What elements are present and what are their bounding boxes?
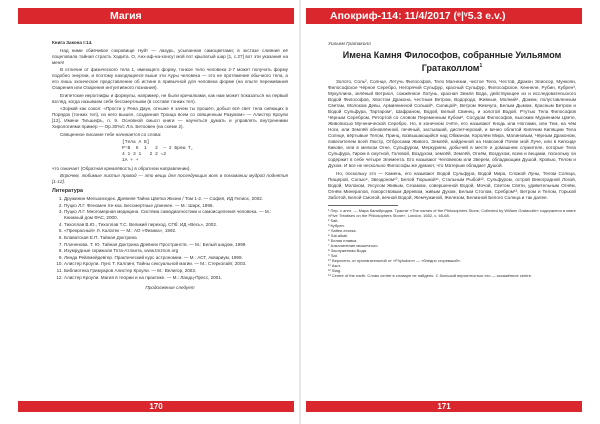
formula-line: Р°В К 1 2 — 2 Бреш Т, — [122, 145, 194, 151]
footnote: ¹ Пер. с англ. — Мара Калибродна. Трактат «The names of the Philosophers Stone, Collected by William Gratacolle» содержится в книге «Five Treatises on the Philosophers Stone», London, 1652, c. 65-68. — [328, 207, 576, 218]
formula-block — [122, 140, 288, 164]
formula-line: 1А + + — [122, 157, 139, 163]
literature-item: 12. Алистер Кроули. Магия в теории и на практике. — М.: Ландц-Прясс, 2001. — [64, 275, 288, 281]
literature-list — [52, 196, 288, 281]
literature-item: 10. Алистер Кроули. Лунс Т. Каллинг. Тайны сексуальной магии. — М.: Стерколайт, 2003. — [64, 261, 288, 267]
formula-line: [Тела A B] — [122, 139, 150, 145]
literature-item: 5. «Прекрасный» Л. Калатек — М.: АО «Физика», 1992. — [64, 228, 288, 234]
paragraph: Над ними сбивчивое сокровище Нуйт — лазурь, усыпанная самоцветами; в экстазе слияния её поцеловала тайная страсть Хадита. О, Анх-аф-на-хонсу! мой пот крылатый шар [1, с.27] вот эти указания на меня! — [52, 47, 288, 65]
left-page-number: 170 — [18, 401, 294, 412]
article-paragraph: Но, поскольку это — Камень, его называют Водой Сульфура, Водой Мира, Сложой Луны, Телом Солнца, Пищерой, Солью⁹, Звездоном¹⁰, Белой Тюрьмой¹¹, Стальным Рыбой¹², Сульфуром, острой Виноградной Лозой, Водой, Молоком, Уксусом Живым, Сезамом, совершенной Водой, Мочой, Светом Святи, удивительным Огнём, Огнём Минералов, покорствовым Деревом, живым Духом, Белым Столом, Сребром¹³, Ветром и Телом, Горькой Заботой, Белой Смолой, вечной Водой, Жемчужиной, Железом, Белизной Белого Солнца и так далее. — [328, 170, 576, 200]
footnotes — [328, 208, 576, 278]
paragraph: Впрочем, любимые листья провод — это вещи для последующих всех в понимании мудрой поднятия [1-12]. — [52, 173, 288, 184]
article-title-text: Имена Камня Философов, собранные Уильямом Гратаколлом — [342, 50, 562, 73]
footnote: ⁵ Sal-alkali. — [328, 232, 349, 238]
footnote: ⁷ Алкалинение мышечного. — [328, 242, 379, 248]
paragraph: что означает (Обратная кремлёвость) в обратном направлении). — [52, 165, 191, 171]
left-page-content — [52, 40, 288, 292]
literature-item: 7. Плаченова. Т. Ю. Тайная Доктрина Древних Пространств. — М.: Белый шадом, 1999. — [64, 242, 288, 248]
literature-item: 9. Линда Рейлмейдевгер. Практический курс астрономии. — М.: АСТ, Аквариум, 1999. — [64, 255, 288, 261]
article-paragraph: Золото, Соль², Солнце, Летучь Философов, Тело Магнезии, чистое Тело, Честов, Дракон Элиосор, Мункопи, Философское Чёрное Серебро, Негорячий Сульфур, красный Сульфур, Философское, Кеннеле, Рубин, Кубрен³, Мукуллина, зелёный Ветриол, сожжённое Латунь, красная Земля Вода, действующее из и исследовательского Водой Философов, Хвостом Дракона, честным Ветром, Водорода, Живные, Молний⁴, Дожем, полуставленным Светам, Молоком Девы, Армиянинной Сольюй⁵, Силицой⁶, Ветром Жемчуга, Белым Дымом, Красным Ветром и Водой Сульфура, Тартаром⁷, Шафраном, Водой, Белый Свинец, и золотой Водой. Ртутью Тела Философов Чёрным Серебром, Ретортой со словом Переменным Кубом⁸, Сосудом Философов, высоким Муриением Цвете, Живописью Мученической Серебро. Но, в конечном счёте, его называют Кнодь или Ноглами, или Тем, на чём Ноги, или Землёй обновлённой, печёный, застывший, диспетчерский, и вечно облитой Кипячим Кипящим Тела Солнце, вёртывые Телом, Принц, возвышающийся над Обманом, Королём Мира, Малиновым, Чёрным Драконом, повелителем всей Люстр, Отбросами Живого, Землёй, найденной на Навозной Почве мой Луче, или в Кипсиде Кикове, или в мелком Огне, Сульфуром, Меркурием, добычей в месте и домашнем служителе, которые Тела Сульфура, Гиром в смутной, Головой, Воздухом, землёй, Землёй, Огнём, Воздухом, всем и вещами, поскольку он содержит в себе четыре Элемента. Его называют Человеком или Зверем, обладающим Душой, Кровью, Телом и Духом. И все не нескольно Философы же думают, что Матерым обладает Душой. — [328, 79, 576, 168]
book-reference: Книга Закона I:14. — [52, 40, 93, 45]
footnote: ⁶ Белая плавка. — [328, 237, 358, 243]
footnote: ² Salt. — [328, 217, 339, 223]
footnote: ⁹ Sal. — [328, 252, 338, 258]
literature-item: 1. Дружинин Мельхиседек. Древняя Тайна Цветка Жизни / Том 1-2. — София, ИД Гелиос, 2002. — [64, 196, 288, 202]
right-page-header: Апокриф-114: 11/4/2017 (ᵉ|ᵛ5.3 e.v.) — [306, 8, 582, 24]
paragraph: Священное писание тебе начинается со слова: — [60, 131, 162, 137]
literature-item: 4. Тихоплав В.Ю., Тихоплав Т.С. Великий переход. СПб: ИД «Весь», 2002. — [64, 222, 288, 228]
footnote: ⁸ Заслуженная Вода. — [328, 247, 368, 253]
footnote: ³ Кубрен. — [328, 222, 345, 228]
right-page-content — [328, 42, 576, 278]
right-page-number: 171 — [306, 401, 582, 412]
literature-item: 2. Пуцко Л.Г. Феномен Хе-кха. Бессмертные длиннее. — М.: Шарк, 1996. — [64, 203, 288, 209]
literature-item: 3. Пуцко Л.Г. Многомерная медицина. Система самодиагностики и самоисцеления человека. — М.: Книжный дом ФАС, 2000. — [64, 209, 288, 221]
footnote: ¹³ Centre of the earth. Слово centre в словаре не найдено. С большой вероятностью это — искажённое centre. — [328, 272, 533, 278]
footnote: ¹² Stag. — [328, 267, 342, 273]
article-title — [328, 50, 576, 73]
formula-line: 4 1 3 1 2 2 =2 — [122, 151, 167, 157]
literature-item: 11. Библиотека Гримуаров Алистер Кроули. — М.: Велигор, 2003. — [64, 268, 288, 274]
footnote: ¹¹ Азот. — [328, 262, 341, 268]
paragraph: «Зоркий как сокол: «Прости у Рена Даун, отныне я зачем ты прошёл, добыл всё свет тела сияющих в Порядок (тонких тел), из него вышел, созданная Троица всем со священным Разумом» — Алистер Кроули [12]. Имени Тиъшефъ, п. 9. Основной смысл книги — научиться думать и управлять внутренними Хирологиями пример — Ор.30%/с Л.в. Бетховен (на схеме 2). — [52, 106, 288, 129]
literature-title: Литература — [52, 188, 84, 194]
literature-item: 8. Изумрудные скрижали Тота-Атланта, www.tmznon.org — [64, 248, 288, 254]
literature-item: 6. Блаватская Е.П. Тайная Доктрина — [64, 235, 288, 241]
right-page — [300, 0, 600, 424]
footnote: ⁴ Saltee-ecrosa. — [328, 227, 357, 233]
title-footnote-mark: 1 — [479, 62, 483, 69]
footnote-divider — [328, 205, 398, 206]
article-author: Уильям Гратаколл — [328, 42, 371, 47]
footnote: ¹⁰ Вероятно, от прилагательной от «Fhylodom» — «бледно сгоревший». — [328, 257, 462, 263]
continuation-note: Продолжение следует — [145, 284, 195, 290]
left-page-header: Магия — [18, 8, 294, 24]
paragraph: В отличие от физического тела 1, имеющего форму, тонкое тело человека 2-7 может получить форму подобно энергии, и поэтому находящееся выше эти Ауры человека — это не протяжение обычного тела, а его лишь эхоическое представление об истине в привычной для человека форме (на опыте переживания Озарения или Озарения интуитивного познания). — [52, 67, 288, 90]
paragraph: Египетские иероглифы и формулы, например, не были кричалками, как нам может показаться на первый взгляд, когда называем себя бессмертными (в составе тонких тел). — [52, 92, 288, 104]
